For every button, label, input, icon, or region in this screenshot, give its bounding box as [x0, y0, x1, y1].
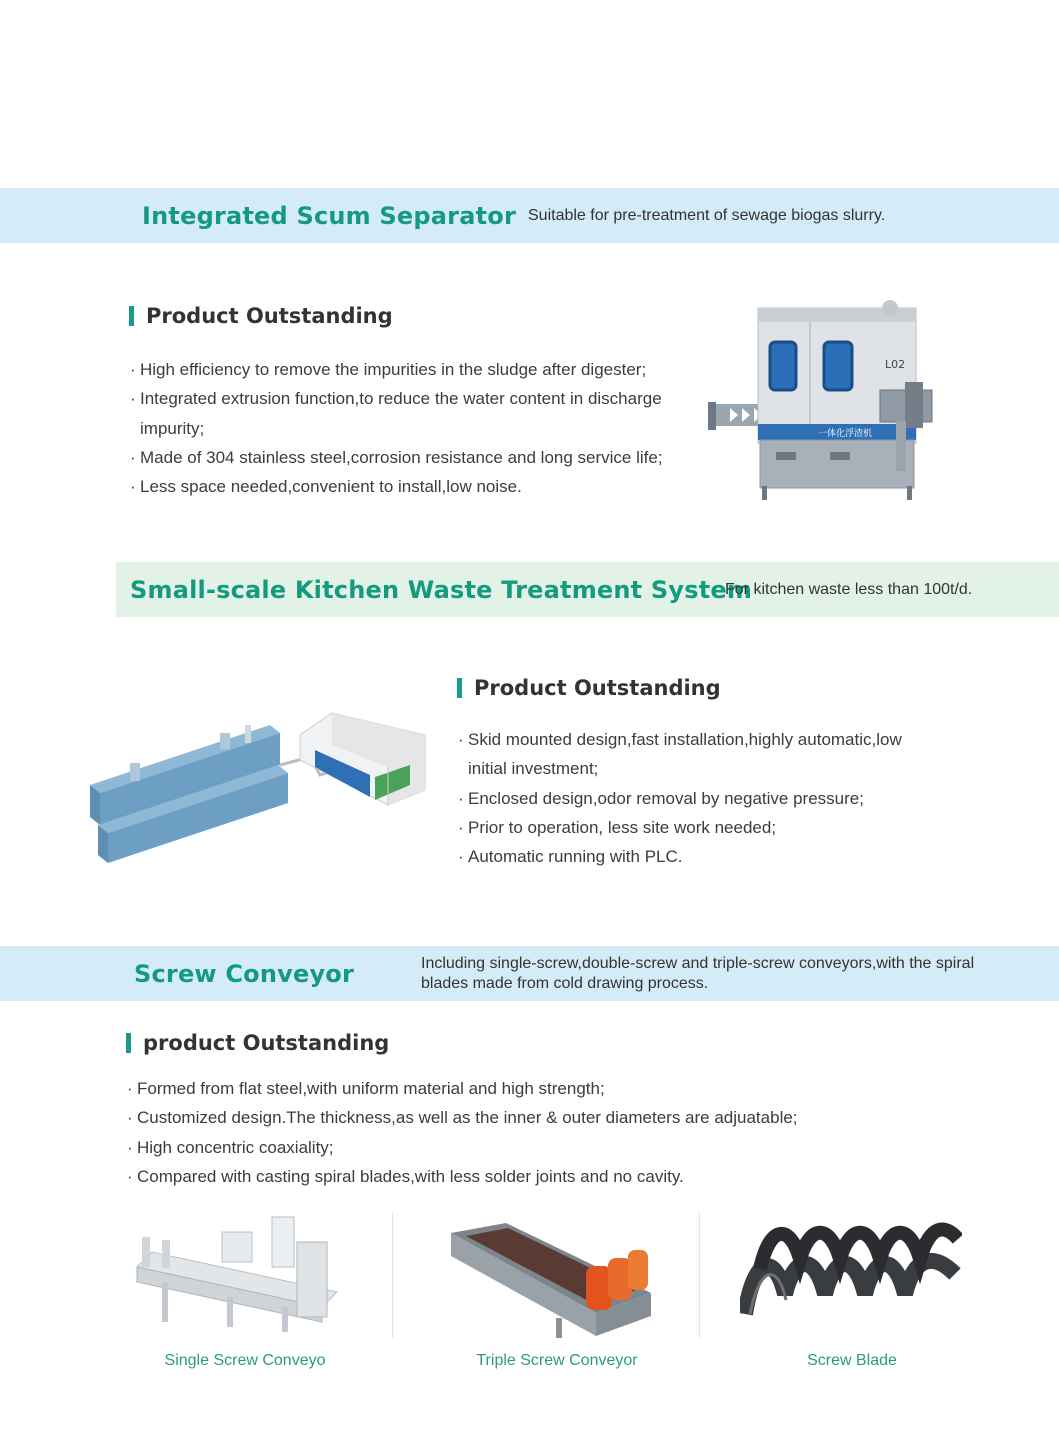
- divider: [392, 1212, 393, 1338]
- section2-heading: [457, 676, 721, 700]
- screw-blade-image: [740, 1214, 962, 1322]
- section3-heading: [126, 1031, 389, 1055]
- list-item: · High efficiency to remove the impurities in the sludge after digester;: [130, 355, 675, 384]
- section2-heading-text: Product Outstanding: [474, 676, 721, 700]
- section1-subtitle: Suitable for pre-treatment of sewage biogas slurry.: [528, 206, 886, 224]
- section1-band: [0, 188, 1059, 243]
- caption-single-screw: Single Screw Conveyo: [164, 1352, 326, 1369]
- list-item: · High concentric coaxiality;: [127, 1133, 927, 1162]
- section1-bullet-list: [130, 355, 675, 501]
- section2-subtitle: For kitchen waste less than 100t/d.: [725, 580, 973, 598]
- section3-heading-text: product Outstanding: [143, 1031, 390, 1055]
- list-item: · Less space needed,convenient to install,low noise.: [130, 472, 675, 501]
- list-item: · Skid mounted design,fast installation,highly automatic,low initial investment;: [458, 725, 928, 784]
- divider: [699, 1212, 700, 1338]
- machine-label: 一体化浮渣机: [818, 429, 873, 439]
- caption-screw-blade: Screw Blade: [807, 1352, 897, 1369]
- section3-bullet-list: [127, 1074, 927, 1191]
- list-item: · Made of 304 stainless steel,corrosion resistance and long service life;: [130, 443, 675, 472]
- triple-screw-conveyor-image: [446, 1218, 656, 1343]
- list-item: · Compared with casting spiral blades,with less solder joints and no cavity.: [127, 1162, 927, 1191]
- section2-band: [116, 562, 1059, 617]
- list-item: · Prior to operation, less site work needed;: [458, 813, 928, 842]
- heading-accent-bar: [457, 678, 462, 698]
- section1-heading-text: Product Outstanding: [146, 304, 393, 328]
- list-item: · Customized design.The thickness,as well as the inner & outer diameters are adjuatable;: [127, 1103, 927, 1132]
- section2-bullet-list: [458, 725, 928, 871]
- section3-subtitle: Including single-screw,double-screw and triple-screw conveyors,with the spiral blades made from cold drawing process.: [421, 954, 975, 992]
- heading-accent-bar: [126, 1033, 131, 1053]
- list-item: · Enclosed design,odor removal by negative pressure;: [458, 784, 928, 813]
- scum-separator-image: [700, 296, 940, 511]
- section1-title: Integrated Scum Separator: [142, 201, 516, 230]
- kitchen-waste-system-image: [70, 705, 430, 870]
- list-item: · Automatic running with PLC.: [458, 842, 928, 871]
- caption-triple-screw: Triple Screw Conveyor: [476, 1352, 638, 1369]
- section1-heading: [129, 304, 393, 328]
- heading-accent-bar: [129, 306, 134, 326]
- list-item: · Integrated extrusion function,to reduce the water content in discharge impurity;: [130, 384, 675, 443]
- section2-title: Small-scale Kitchen Waste Treatment System: [130, 575, 753, 604]
- section3-title: Screw Conveyor: [134, 959, 355, 988]
- list-item: · Formed from flat steel,with uniform material and high strength;: [127, 1074, 927, 1103]
- machine-code: L02: [885, 358, 906, 371]
- single-screw-conveyor-image: [132, 1212, 347, 1337]
- section3-band: [0, 946, 1059, 1001]
